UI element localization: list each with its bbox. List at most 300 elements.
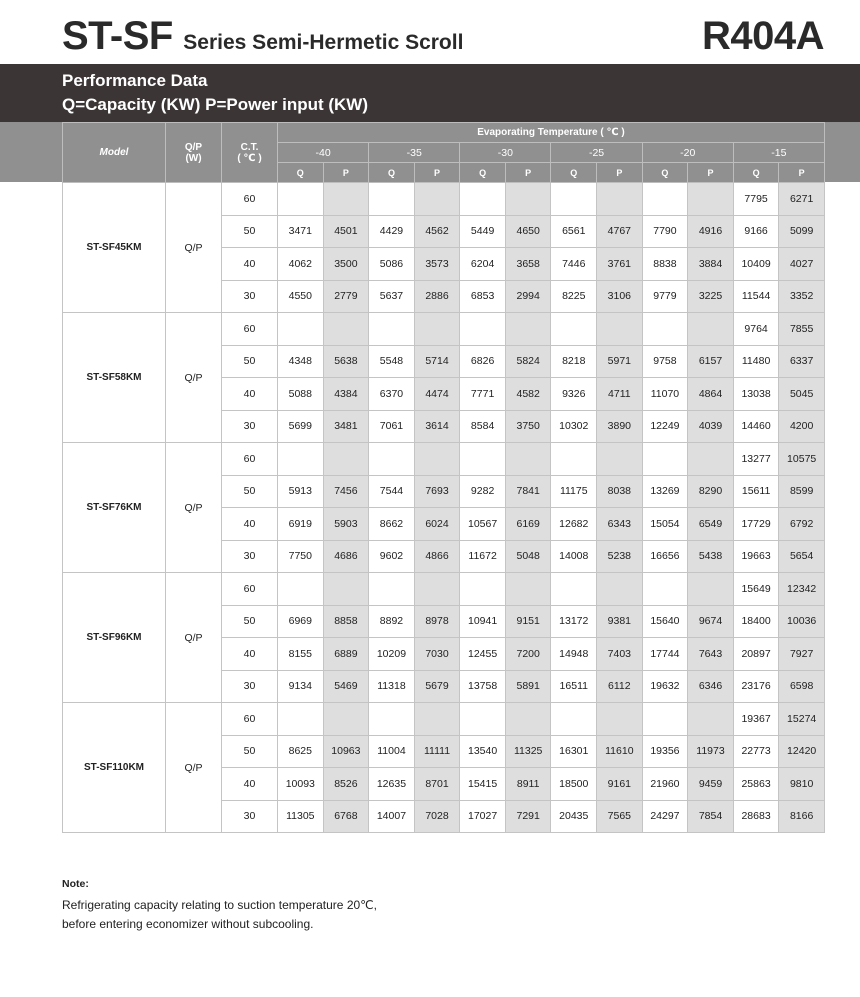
power-cell: 15274 (779, 703, 825, 736)
capacity-cell: 5449 (460, 215, 506, 248)
power-cell (414, 573, 460, 606)
power-cell: 4711 (597, 378, 643, 411)
ct-cell: 40 (222, 768, 278, 801)
power-cell (505, 703, 551, 736)
power-cell: 4200 (779, 410, 825, 443)
power-cell: 8290 (688, 475, 734, 508)
model-name-cell: ST-SF58KM (63, 313, 166, 443)
qp-cell: Q/P (166, 443, 222, 573)
power-cell: 4650 (505, 215, 551, 248)
power-cell: 4916 (688, 215, 734, 248)
power-cell: 5469 (323, 670, 369, 703)
table-row (63, 443, 825, 476)
capacity-cell (460, 573, 506, 606)
capacity-cell: 22773 (733, 735, 779, 768)
capacity-cell (369, 703, 415, 736)
power-cell (505, 443, 551, 476)
power-cell (323, 313, 369, 346)
capacity-cell: 12682 (551, 508, 597, 541)
p-label-cell: P (779, 163, 825, 183)
power-cell: 8911 (505, 768, 551, 801)
capacity-cell: 13758 (460, 670, 506, 703)
capacity-cell: 18400 (733, 605, 779, 638)
capacity-cell: 15640 (642, 605, 688, 638)
ct-cell: 60 (222, 183, 278, 216)
power-cell: 2886 (414, 280, 460, 313)
power-cell: 6792 (779, 508, 825, 541)
note-title: Note: (62, 878, 89, 890)
power-cell: 3500 (323, 248, 369, 281)
ct-cell: 50 (222, 345, 278, 378)
power-cell (414, 313, 460, 346)
p-label-cell: P (323, 163, 369, 183)
power-cell: 5638 (323, 345, 369, 378)
model-name-cell: ST-SF45KM (63, 183, 166, 313)
capacity-cell: 23176 (733, 670, 779, 703)
ct-cell: 30 (222, 800, 278, 833)
capacity-cell: 13540 (460, 735, 506, 768)
power-cell: 7841 (505, 475, 551, 508)
capacity-cell (460, 443, 506, 476)
power-cell: 10963 (323, 735, 369, 768)
qp-header (166, 123, 222, 183)
capacity-cell: 15415 (460, 768, 506, 801)
power-cell: 7456 (323, 475, 369, 508)
capacity-cell: 20897 (733, 638, 779, 671)
capacity-cell: 15611 (733, 475, 779, 508)
capacity-cell: 19663 (733, 540, 779, 573)
power-cell (323, 703, 369, 736)
power-cell: 5045 (779, 378, 825, 411)
power-cell (505, 183, 551, 216)
power-cell: 7643 (688, 638, 734, 671)
power-cell (323, 573, 369, 606)
capacity-cell (460, 183, 506, 216)
q-label-cell: Q (551, 163, 597, 183)
power-cell (323, 183, 369, 216)
capacity-cell: 12455 (460, 638, 506, 671)
power-cell: 6157 (688, 345, 734, 378)
model-name-cell: ST-SF76KM (63, 443, 166, 573)
capacity-cell: 4062 (278, 248, 324, 281)
evap-temp-cell: -20 (642, 143, 733, 163)
q-label-cell: Q (278, 163, 324, 183)
power-cell: 3352 (779, 280, 825, 313)
power-cell: 4039 (688, 410, 734, 443)
ct-cell: 50 (222, 475, 278, 508)
p-label-cell: P (414, 163, 460, 183)
capacity-cell: 8662 (369, 508, 415, 541)
power-cell (505, 313, 551, 346)
power-cell: 7855 (779, 313, 825, 346)
qp-header-line2: (W) (185, 152, 202, 164)
capacity-cell: 6370 (369, 378, 415, 411)
power-cell: 9161 (597, 768, 643, 801)
capacity-cell (642, 183, 688, 216)
note-section (62, 878, 377, 934)
power-cell: 5438 (688, 540, 734, 573)
capacity-cell: 13038 (733, 378, 779, 411)
capacity-cell: 8584 (460, 410, 506, 443)
power-cell (323, 443, 369, 476)
capacity-cell: 6561 (551, 215, 597, 248)
power-cell: 3884 (688, 248, 734, 281)
ct-header-line2: ( ℃ ) (237, 152, 262, 164)
series-name: ST-SF (62, 14, 173, 58)
power-cell: 7927 (779, 638, 825, 671)
performance-table (62, 122, 825, 833)
power-cell (688, 313, 734, 346)
ct-cell: 50 (222, 215, 278, 248)
power-cell: 7291 (505, 800, 551, 833)
power-cell: 3890 (597, 410, 643, 443)
evap-temp-cell: -35 (369, 143, 460, 163)
capacity-cell (551, 703, 597, 736)
power-cell: 9381 (597, 605, 643, 638)
capacity-cell: 7061 (369, 410, 415, 443)
capacity-cell (278, 703, 324, 736)
capacity-cell: 13172 (551, 605, 597, 638)
capacity-cell: 16511 (551, 670, 597, 703)
capacity-cell: 4348 (278, 345, 324, 378)
capacity-cell: 6853 (460, 280, 506, 313)
ct-cell: 30 (222, 670, 278, 703)
power-cell: 3573 (414, 248, 460, 281)
capacity-cell: 5699 (278, 410, 324, 443)
capacity-cell: 9282 (460, 475, 506, 508)
model-name-cell: ST-SF110KM (63, 703, 166, 833)
capacity-cell: 11318 (369, 670, 415, 703)
capacity-cell: 5913 (278, 475, 324, 508)
capacity-cell: 11305 (278, 800, 324, 833)
ct-cell: 60 (222, 443, 278, 476)
note-line-2: before entering economizer without subcooling. (62, 917, 314, 931)
ct-cell: 60 (222, 703, 278, 736)
capacity-cell: 8155 (278, 638, 324, 671)
banner-subtitle: Q=Capacity (KW) P=Power input (KW) (62, 95, 369, 114)
capacity-cell: 3471 (278, 215, 324, 248)
capacity-cell: 9779 (642, 280, 688, 313)
power-cell: 6337 (779, 345, 825, 378)
p-label-cell: P (505, 163, 551, 183)
power-cell: 5714 (414, 345, 460, 378)
power-cell: 4686 (323, 540, 369, 573)
capacity-cell: 14460 (733, 410, 779, 443)
power-cell (597, 573, 643, 606)
power-cell: 4582 (505, 378, 551, 411)
capacity-cell: 9134 (278, 670, 324, 703)
capacity-cell: 8892 (369, 605, 415, 638)
p-label-cell: P (688, 163, 734, 183)
capacity-cell: 6204 (460, 248, 506, 281)
series-subtitle: Series Semi-Hermetic Scroll (183, 31, 464, 54)
capacity-cell: 11004 (369, 735, 415, 768)
power-cell: 4474 (414, 378, 460, 411)
capacity-cell: 20435 (551, 800, 597, 833)
capacity-cell: 15054 (642, 508, 688, 541)
capacity-cell: 11672 (460, 540, 506, 573)
capacity-cell: 5548 (369, 345, 415, 378)
capacity-cell: 17744 (642, 638, 688, 671)
power-cell: 2994 (505, 280, 551, 313)
capacity-cell: 14007 (369, 800, 415, 833)
q-label-cell: Q (733, 163, 779, 183)
power-cell (597, 183, 643, 216)
capacity-cell (369, 573, 415, 606)
capacity-cell (278, 573, 324, 606)
capacity-cell: 6969 (278, 605, 324, 638)
capacity-cell (278, 443, 324, 476)
capacity-cell: 18500 (551, 768, 597, 801)
capacity-cell: 10567 (460, 508, 506, 541)
power-cell: 8038 (597, 475, 643, 508)
power-cell (505, 573, 551, 606)
note-line-1: Refrigerating capacity relating to suction temperature 20℃, (62, 898, 377, 912)
power-cell: 4384 (323, 378, 369, 411)
capacity-cell (369, 443, 415, 476)
capacity-cell: 28683 (733, 800, 779, 833)
capacity-cell: 10941 (460, 605, 506, 638)
power-cell: 10036 (779, 605, 825, 638)
table-body (63, 183, 825, 833)
power-cell: 7403 (597, 638, 643, 671)
capacity-cell: 19367 (733, 703, 779, 736)
capacity-cell: 17729 (733, 508, 779, 541)
power-cell: 5654 (779, 540, 825, 573)
capacity-cell: 11544 (733, 280, 779, 313)
capacity-cell (642, 313, 688, 346)
power-cell (414, 703, 460, 736)
table-row (63, 573, 825, 606)
ct-cell: 40 (222, 508, 278, 541)
power-cell: 9810 (779, 768, 825, 801)
power-cell: 3481 (323, 410, 369, 443)
capacity-cell: 21960 (642, 768, 688, 801)
qp-cell: Q/P (166, 573, 222, 703)
capacity-cell (551, 183, 597, 216)
capacity-cell (551, 443, 597, 476)
power-cell: 11325 (505, 735, 551, 768)
qp-cell: Q/P (166, 703, 222, 833)
capacity-cell: 7446 (551, 248, 597, 281)
capacity-cell: 9602 (369, 540, 415, 573)
capacity-cell: 11175 (551, 475, 597, 508)
ct-cell: 60 (222, 573, 278, 606)
capacity-cell: 15649 (733, 573, 779, 606)
power-cell: 3750 (505, 410, 551, 443)
power-cell: 8978 (414, 605, 460, 638)
ct-header (222, 123, 278, 183)
qp-cell: Q/P (166, 183, 222, 313)
power-cell: 8701 (414, 768, 460, 801)
power-cell: 7693 (414, 475, 460, 508)
table-row (63, 703, 825, 736)
power-cell: 4864 (688, 378, 734, 411)
power-cell: 3658 (505, 248, 551, 281)
capacity-cell: 8838 (642, 248, 688, 281)
power-cell: 6549 (688, 508, 734, 541)
ct-cell: 50 (222, 605, 278, 638)
capacity-cell: 14948 (551, 638, 597, 671)
power-cell: 6169 (505, 508, 551, 541)
capacity-cell (551, 573, 597, 606)
power-cell: 4501 (323, 215, 369, 248)
power-cell: 3761 (597, 248, 643, 281)
capacity-cell (278, 313, 324, 346)
capacity-cell: 9326 (551, 378, 597, 411)
capacity-cell: 8625 (278, 735, 324, 768)
power-cell: 4027 (779, 248, 825, 281)
p-label-cell: P (597, 163, 643, 183)
power-cell: 5971 (597, 345, 643, 378)
power-cell: 7854 (688, 800, 734, 833)
capacity-cell: 11070 (642, 378, 688, 411)
capacity-cell: 7544 (369, 475, 415, 508)
model-header: Model (63, 123, 166, 183)
power-cell (688, 443, 734, 476)
capacity-cell (642, 573, 688, 606)
series-title (62, 14, 463, 59)
power-cell: 7030 (414, 638, 460, 671)
power-cell (414, 443, 460, 476)
capacity-cell (460, 313, 506, 346)
power-cell: 6343 (597, 508, 643, 541)
capacity-cell: 5088 (278, 378, 324, 411)
capacity-cell: 7771 (460, 378, 506, 411)
power-cell (597, 313, 643, 346)
power-cell (414, 183, 460, 216)
power-cell: 6598 (779, 670, 825, 703)
capacity-cell (551, 313, 597, 346)
evap-temp-header: Evaporating Temperature ( ℃ ) (278, 123, 825, 143)
q-label-cell: Q (642, 163, 688, 183)
power-cell: 4562 (414, 215, 460, 248)
qp-header-line1: Q/P (184, 141, 203, 153)
page-header (0, 0, 860, 64)
capacity-cell: 4550 (278, 280, 324, 313)
power-cell: 6024 (414, 508, 460, 541)
refrigerant-label: R404A (701, 14, 824, 58)
capacity-cell: 7795 (733, 183, 779, 216)
q-label-cell: Q (460, 163, 506, 183)
power-cell: 12342 (779, 573, 825, 606)
table-row (63, 183, 825, 216)
capacity-cell: 9758 (642, 345, 688, 378)
power-cell: 12420 (779, 735, 825, 768)
power-cell: 2779 (323, 280, 369, 313)
power-cell: 6112 (597, 670, 643, 703)
capacity-cell: 13269 (642, 475, 688, 508)
capacity-cell: 10209 (369, 638, 415, 671)
power-cell: 7028 (414, 800, 460, 833)
capacity-cell: 11480 (733, 345, 779, 378)
power-cell: 8858 (323, 605, 369, 638)
power-cell: 6271 (779, 183, 825, 216)
power-cell (688, 703, 734, 736)
banner-title: Performance Data (62, 71, 208, 90)
table-row (63, 313, 825, 346)
power-cell: 5099 (779, 215, 825, 248)
power-cell: 11610 (597, 735, 643, 768)
power-cell: 7565 (597, 800, 643, 833)
power-cell: 6346 (688, 670, 734, 703)
capacity-cell: 8218 (551, 345, 597, 378)
power-cell: 11973 (688, 735, 734, 768)
capacity-cell: 5086 (369, 248, 415, 281)
power-cell: 3106 (597, 280, 643, 313)
capacity-cell: 19356 (642, 735, 688, 768)
capacity-cell: 6826 (460, 345, 506, 378)
capacity-cell (642, 443, 688, 476)
ct-cell: 30 (222, 410, 278, 443)
power-cell: 4866 (414, 540, 460, 573)
capacity-cell: 16301 (551, 735, 597, 768)
power-cell: 5238 (597, 540, 643, 573)
capacity-cell: 10093 (278, 768, 324, 801)
capacity-cell: 10409 (733, 248, 779, 281)
power-cell: 5891 (505, 670, 551, 703)
ct-cell: 30 (222, 540, 278, 573)
capacity-cell: 7790 (642, 215, 688, 248)
ct-header-line1: C.T. (240, 141, 259, 153)
capacity-cell: 24297 (642, 800, 688, 833)
power-cell (597, 703, 643, 736)
power-cell: 7200 (505, 638, 551, 671)
capacity-cell (460, 703, 506, 736)
power-cell: 9151 (505, 605, 551, 638)
power-cell: 8599 (779, 475, 825, 508)
capacity-cell: 25863 (733, 768, 779, 801)
power-cell: 5048 (505, 540, 551, 573)
capacity-cell: 13277 (733, 443, 779, 476)
evap-temp-cell: -15 (733, 143, 824, 163)
performance-banner (0, 64, 860, 122)
ct-cell: 40 (222, 378, 278, 411)
ct-cell: 40 (222, 248, 278, 281)
capacity-cell: 10302 (551, 410, 597, 443)
capacity-cell (369, 183, 415, 216)
capacity-cell (278, 183, 324, 216)
power-cell (597, 443, 643, 476)
capacity-cell: 4429 (369, 215, 415, 248)
capacity-cell: 6919 (278, 508, 324, 541)
capacity-cell: 14008 (551, 540, 597, 573)
power-cell: 8166 (779, 800, 825, 833)
evap-temp-cell: -25 (551, 143, 642, 163)
q-label-cell: Q (369, 163, 415, 183)
ct-cell: 30 (222, 280, 278, 313)
power-cell: 3614 (414, 410, 460, 443)
capacity-cell: 7750 (278, 540, 324, 573)
power-cell: 8526 (323, 768, 369, 801)
power-cell: 10575 (779, 443, 825, 476)
evap-temp-cell: -40 (278, 143, 369, 163)
capacity-cell: 19632 (642, 670, 688, 703)
capacity-cell (642, 703, 688, 736)
capacity-cell: 12635 (369, 768, 415, 801)
power-cell: 6768 (323, 800, 369, 833)
qp-cell: Q/P (166, 313, 222, 443)
capacity-cell: 5637 (369, 280, 415, 313)
power-cell: 3225 (688, 280, 734, 313)
capacity-cell: 9764 (733, 313, 779, 346)
capacity-cell (369, 313, 415, 346)
power-cell: 5824 (505, 345, 551, 378)
ct-cell: 60 (222, 313, 278, 346)
power-cell: 11111 (414, 735, 460, 768)
capacity-cell: 12249 (642, 410, 688, 443)
ct-cell: 40 (222, 638, 278, 671)
